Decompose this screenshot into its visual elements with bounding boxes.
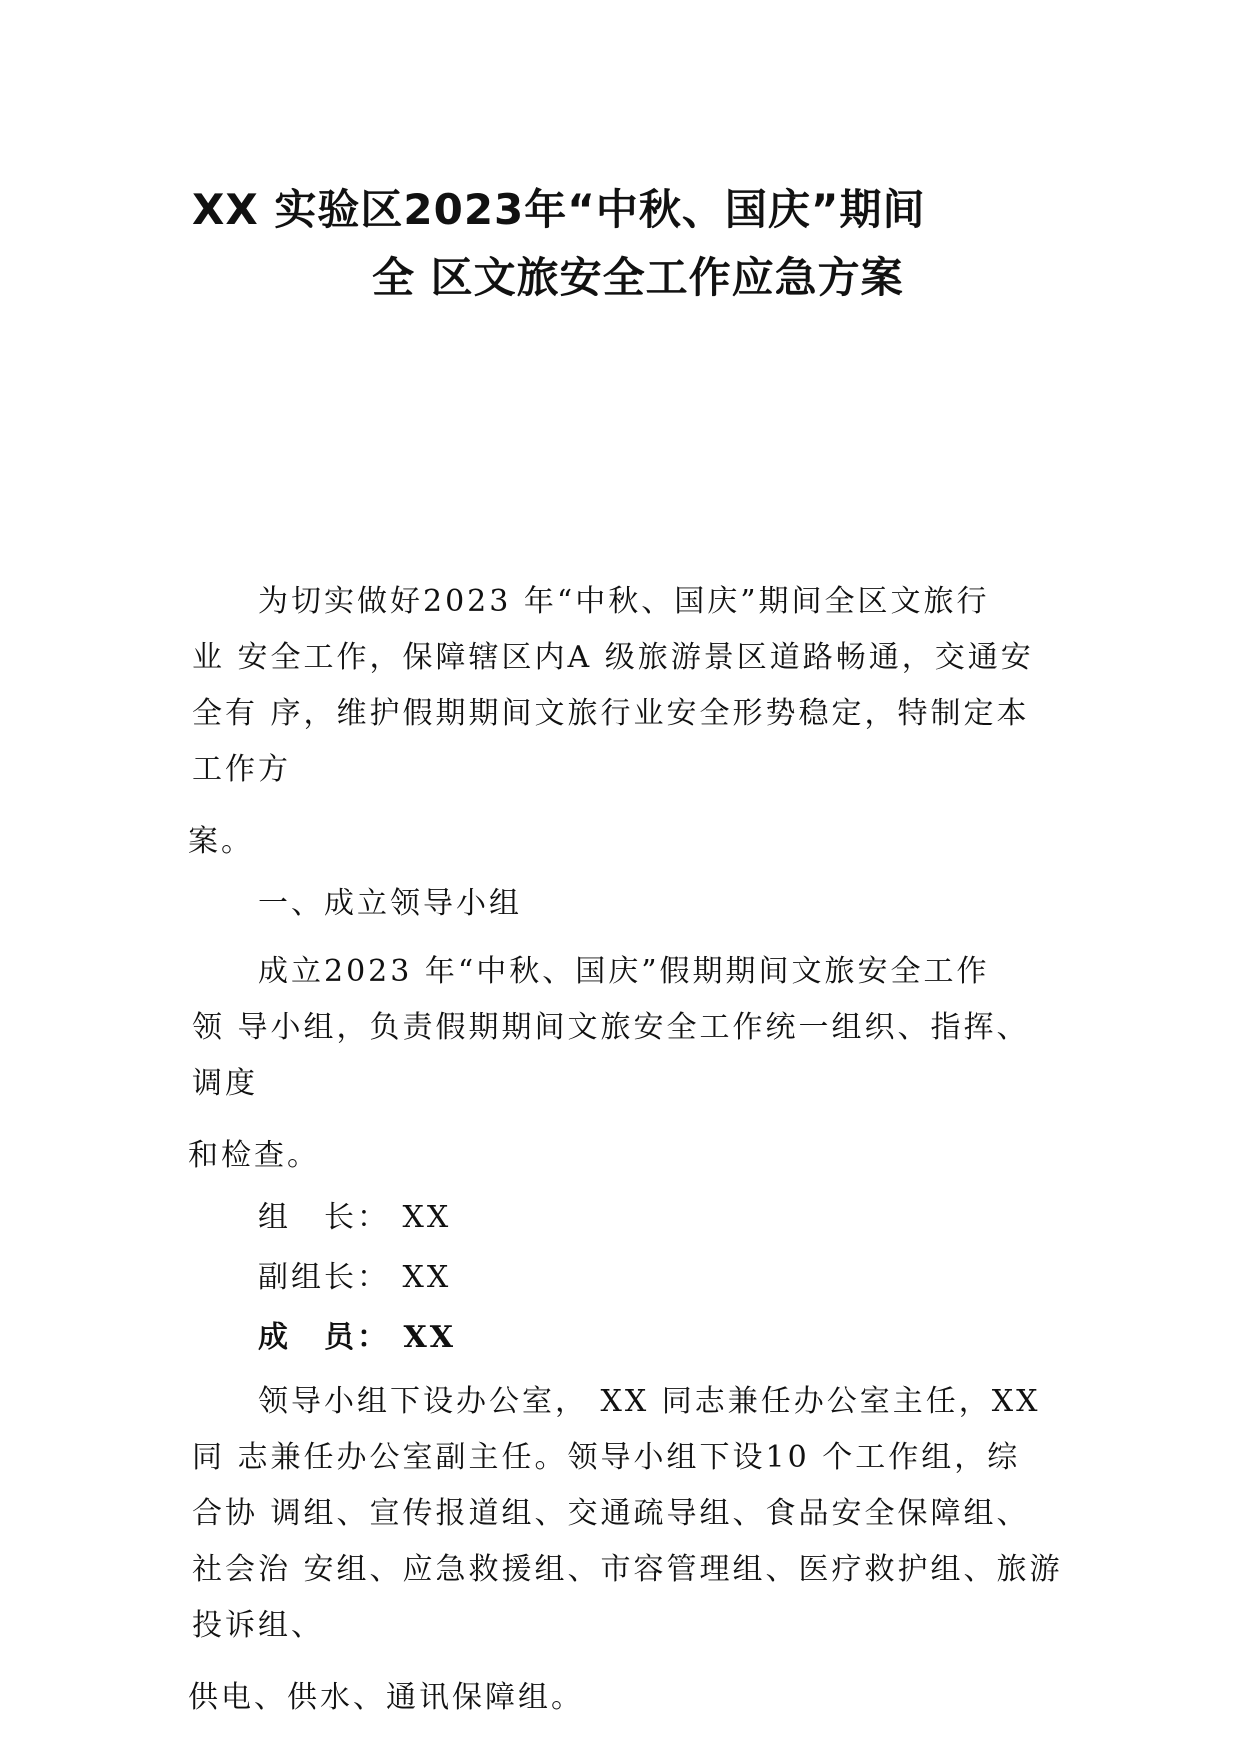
office-paragraph-line: 供电、供水、通讯保障组。 — [188, 1680, 584, 1715]
section-paragraph-line: 和检查。 — [188, 1138, 320, 1173]
intro-paragraph-line: 为切实做好2023 年“中秋、国庆”期间全区文旅行 — [258, 584, 990, 619]
office-paragraph-line: 社会治 安组、应急救援组、市容管理组、医疗救护组、旅游 — [192, 1552, 1063, 1587]
intro-paragraph-line: 案。 — [188, 824, 254, 859]
deputy-leader-entry: 副组长： XX — [258, 1260, 452, 1295]
office-paragraph-line: 投诉组、 — [192, 1608, 324, 1643]
intro-paragraph-line: 业 安全工作，保障辖区内A 级旅游景区道路畅通，交通安 — [192, 640, 1034, 675]
document-title-line-1: XX 实验区2023年“中秋、国庆”期间 — [192, 185, 926, 234]
office-paragraph-line: 领导小组下设办公室， XX 同志兼任办公室主任，XX — [258, 1384, 1041, 1419]
section-paragraph-line: 调度 — [192, 1066, 258, 1101]
office-paragraph-line: 同 志兼任办公室副主任。领导小组下设10 个工作组，综 — [192, 1440, 1021, 1475]
intro-paragraph-line: 全有 序，维护假期期间文旅行业安全形势稳定，特制定本 — [192, 696, 1030, 731]
members-entry: 成 员： XX — [258, 1320, 456, 1355]
leader-entry: 组 长： XX — [258, 1200, 452, 1235]
section-paragraph-line: 成立2023 年“中秋、国庆”假期期间文旅安全工作 — [258, 954, 990, 989]
intro-paragraph-line: 工作方 — [192, 752, 291, 787]
section-paragraph-line: 领 导小组，负责假期期间文旅安全工作统一组织、指挥、 — [192, 1010, 1030, 1045]
section-heading: 一、成立领导小组 — [258, 886, 522, 921]
office-paragraph-line: 合协 调组、宣传报道组、交通疏导组、食品安全保障组、 — [192, 1496, 1030, 1531]
document-title-line-2: 全 区文旅安全工作应急方案 — [372, 253, 904, 302]
